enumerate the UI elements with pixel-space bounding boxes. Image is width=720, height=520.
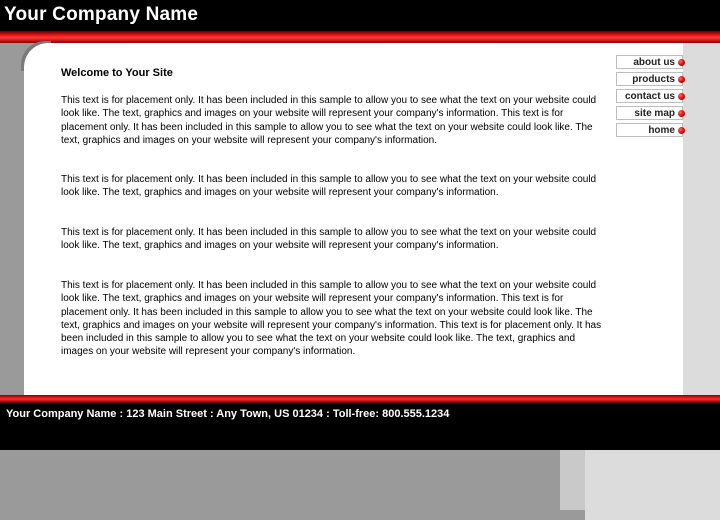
nav-item-contact-us[interactable] [616, 89, 683, 103]
paragraph-3: This text is for placement only. It has been included in this sample to allow you to see what the text on your website could look like. The text, graphics and images on your website will represent your company's information. [61, 227, 597, 252]
nav-item-home[interactable] [616, 123, 683, 137]
paragraph-2: This text is for placement only. It has been included in this sample to allow you to see what the text on your website could look like. The text, graphics and images on your website will represent your company's information. [61, 174, 597, 199]
footer-red-band [0, 395, 720, 403]
footer-address: Your Company Name : 123 Main Street : Any Town, US 01234 : Toll-free: 800.555.1234 [6, 408, 450, 420]
paragraph-4: This text is for placement only. It has been included in this sample to allow you to see what the text on your website could look like. The text, graphics and images on your website will represent your company's information. This text is for placement only. It has been included in this sample to allow you to see what the text on your website could look like. The text, graphics and images on your website will represent your company's information. This text is for placement only. It has been included in this sample to allow you to see what the text on your website could look like. The text, graphics and images on your website will represent your company's information. [61, 280, 602, 358]
red-bullet-icon [678, 127, 685, 134]
left-gray-strip [0, 43, 24, 395]
header-red-band [0, 31, 720, 43]
red-bullet-icon [678, 76, 685, 83]
page-heading: Welcome to Your Site [61, 67, 173, 79]
red-bullet-icon [678, 59, 685, 66]
nav-item-products[interactable] [616, 72, 683, 86]
nav-item-label: about us [633, 56, 675, 68]
nav-item-site-map[interactable] [616, 106, 683, 120]
nav-item-about-us[interactable] [616, 55, 683, 69]
paragraph-1: This text is for placement only. It has been included in this sample to allow you to see what the text on your website could look like. The text, graphics and images on your website will represent your company's information. This text is for placement only. It has been included in this sample to allow you to see what the text on your website could look like. The text, graphics and images on your website will represent your company's information. [61, 95, 597, 146]
nav-item-label: site map [634, 107, 675, 119]
red-bullet-icon [678, 93, 685, 100]
red-bullet-icon [678, 110, 685, 117]
nav-item-label: contact us [624, 90, 675, 102]
site-title: Your Company Name [4, 4, 199, 25]
nav-item-label: home [648, 124, 675, 136]
side-nav [616, 55, 683, 137]
nav-item-label: products [632, 73, 675, 85]
